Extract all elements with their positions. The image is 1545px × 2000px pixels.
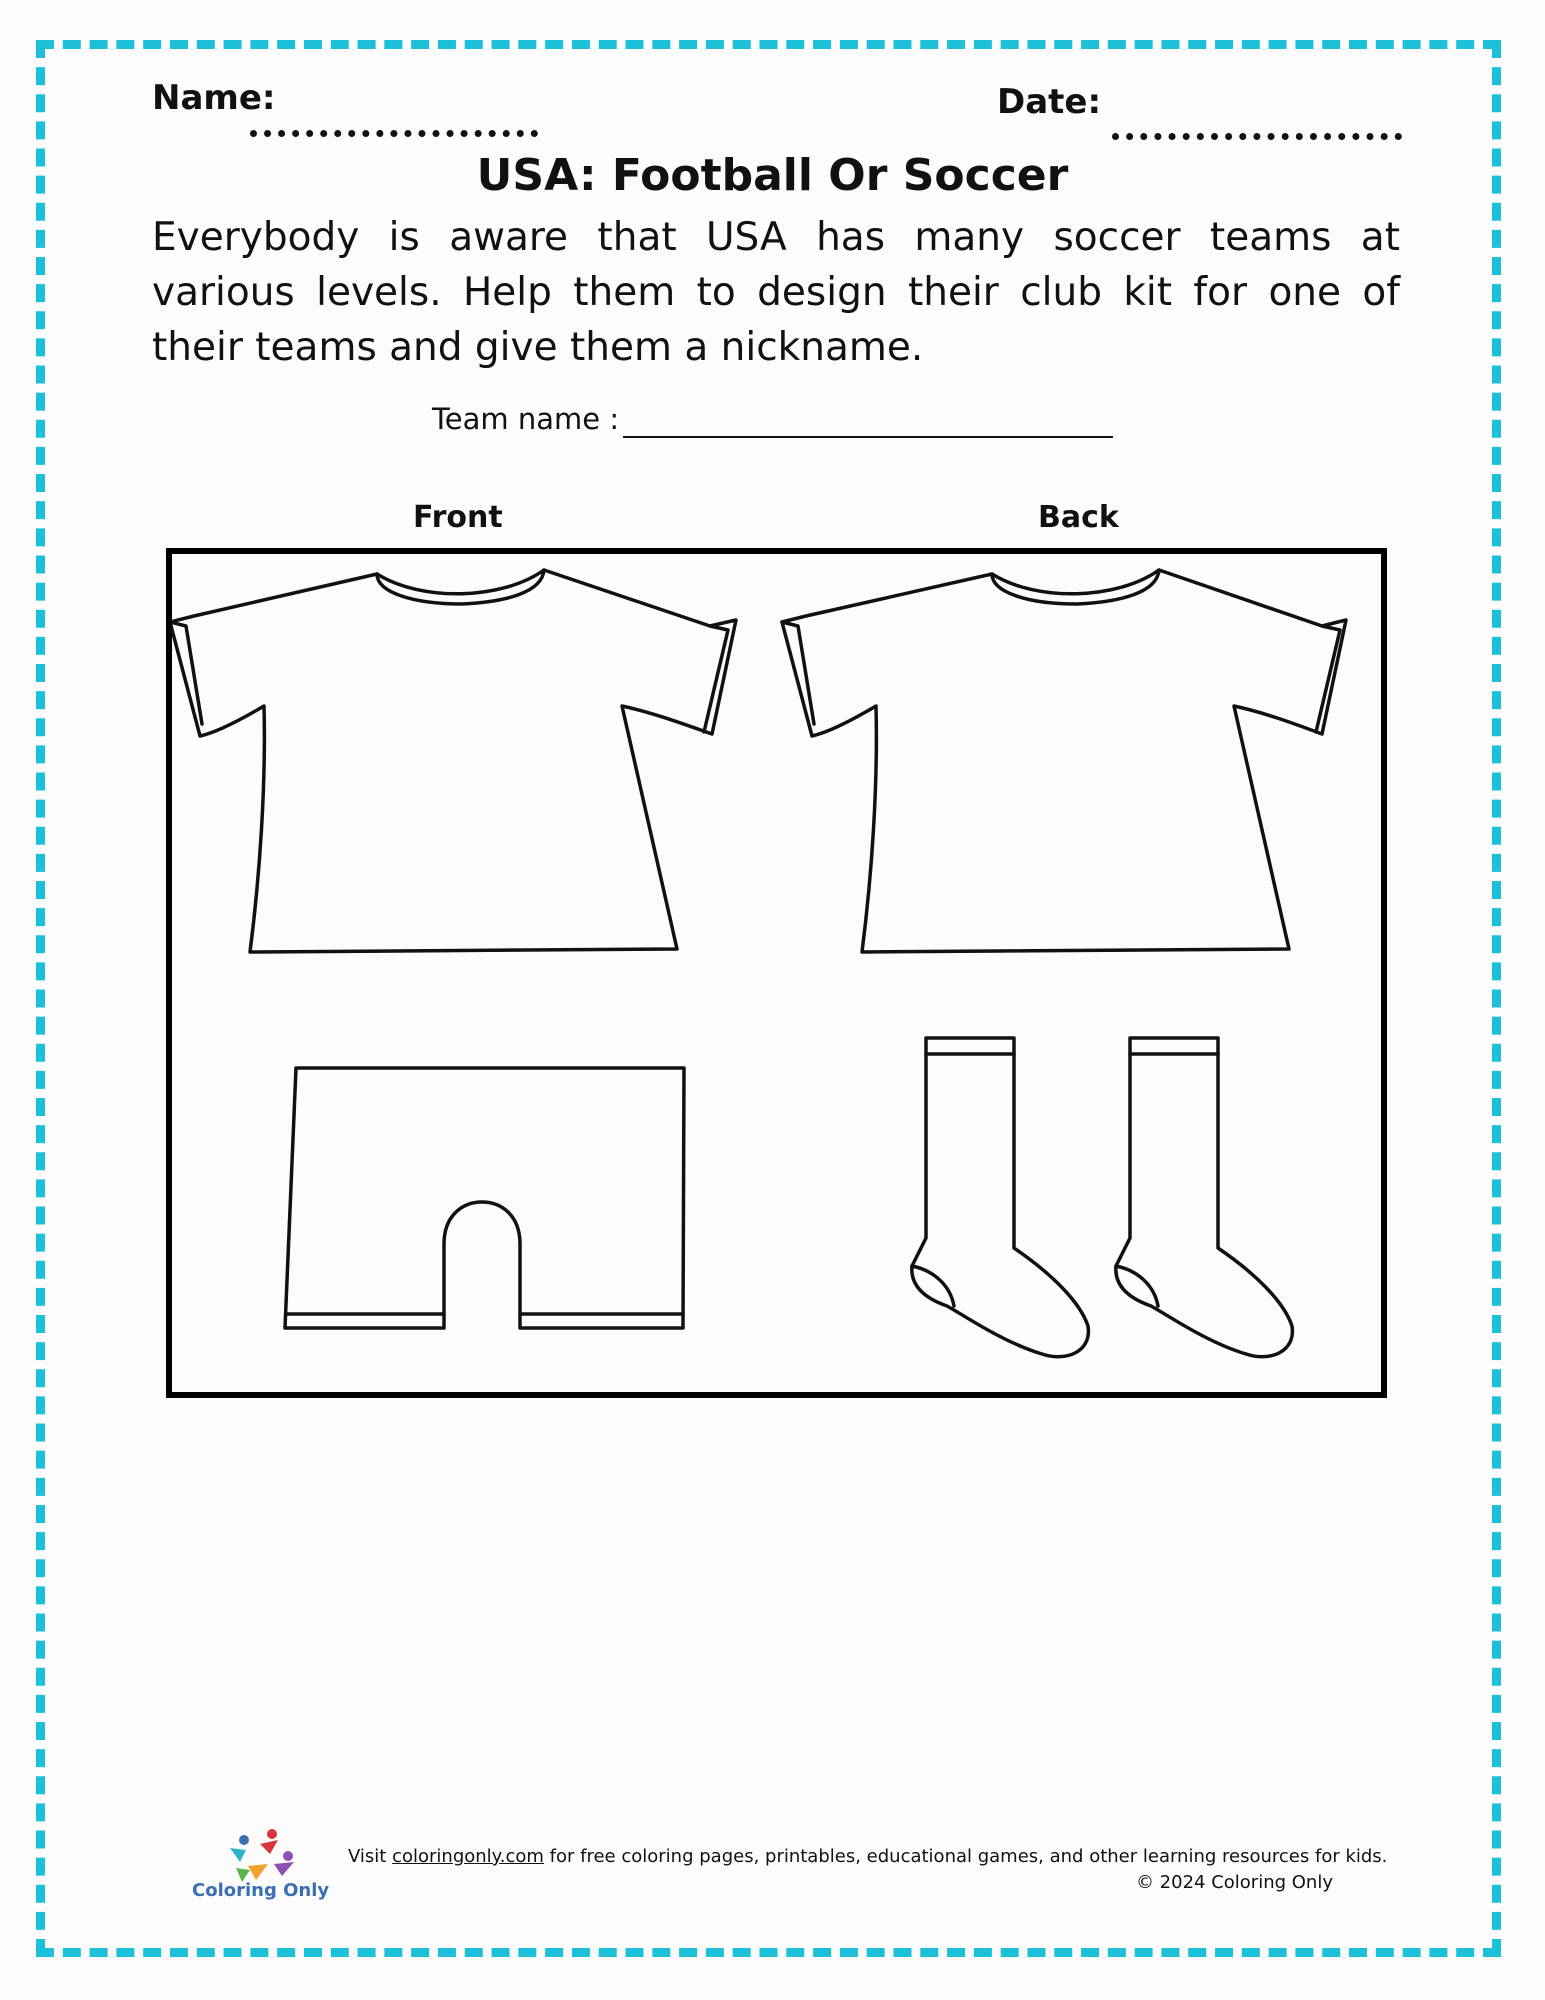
- name-label: Name:: [152, 78, 276, 118]
- copyright-text: © 2024 Coloring Only: [1135, 1872, 1333, 1893]
- date-label: Date:: [997, 82, 1102, 122]
- coloringonly-link[interactable]: coloringonly.com: [392, 1846, 544, 1867]
- visit-suffix: for free coloring pages, printables, educational games, and other learning resources for kids.: [549, 1846, 1388, 1867]
- visit-prefix: Visit: [348, 1846, 387, 1867]
- front-label: Front: [413, 500, 503, 535]
- kit-outlines: [172, 554, 1381, 1392]
- worksheet-instructions: Everybody is aware that USA has many soccer teams at various levels. Help them to design their club kit for one of their teams and give them a nickname.: [152, 215, 1400, 370]
- date-field-line[interactable]: [1112, 133, 1402, 140]
- back-label: Back: [1038, 500, 1119, 535]
- name-field-line[interactable]: [250, 130, 538, 137]
- worksheet-title: USA: Football Or Soccer: [476, 150, 1069, 201]
- front-shirt-outline: [172, 570, 736, 952]
- kit-design-area: [166, 548, 1387, 1398]
- team-name-line[interactable]: [623, 436, 1113, 438]
- footer-visit-text: [348, 1846, 1387, 1867]
- right-sock-outline: [1116, 1038, 1293, 1357]
- shorts-outline: [285, 1068, 684, 1328]
- logo-text: Coloring Only: [192, 1880, 330, 1901]
- back-shirt-outline: [782, 570, 1346, 952]
- left-sock-outline: [912, 1038, 1089, 1357]
- team-name-label: Team name :: [432, 402, 620, 436]
